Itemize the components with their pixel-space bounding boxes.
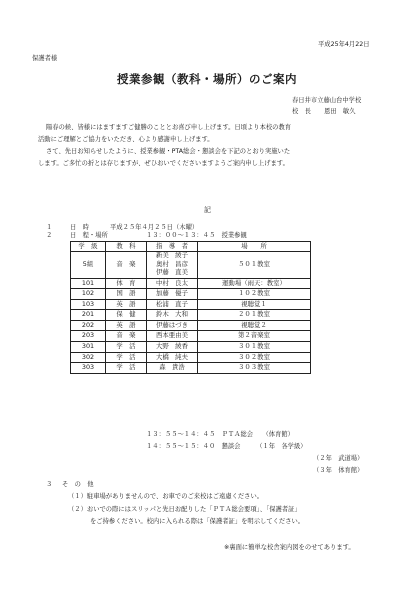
cell-class: 301 (71, 342, 106, 353)
cell-class: 303 (71, 363, 106, 374)
cell-class: 101 (71, 278, 106, 289)
table-row (71, 252, 311, 279)
cell-place: ２０１教室 (198, 310, 311, 321)
cell-subject: 英 語 (106, 320, 147, 331)
table-row (71, 289, 311, 300)
cell-place: 視聴覚２ (198, 320, 311, 331)
table-row (71, 352, 311, 363)
cell-place: ３０３教室 (198, 363, 311, 374)
table-row (71, 331, 311, 342)
kondankai-line: １４：５５～１５：４０ 懇談会 （１年 各学級） (146, 443, 307, 450)
schedule-table (70, 241, 311, 374)
header-subject: 教 科 (106, 242, 147, 252)
table-row (71, 363, 311, 374)
table-header-row (71, 242, 311, 252)
teacher-name: 奥村 昌彦 (156, 259, 188, 268)
principal-name: 恩田 敏久 (324, 108, 356, 115)
item-3-label: そ の 他 (62, 481, 94, 488)
cell-class: 102 (71, 289, 106, 300)
table-row (71, 310, 311, 321)
cell-class: 201 (71, 310, 106, 321)
cell-teacher: 大橋 純夫 (147, 352, 198, 363)
header-place: 場 所 (198, 242, 311, 252)
note-1: （１）駐車場がありませんので、お車でのご来校はご遠慮ください。 (68, 493, 264, 500)
cell-class: 302 (71, 352, 106, 363)
pta-meeting-line: １３：５５～１４：４５ ＰＴＡ総会 （体育館） (146, 431, 294, 438)
greeting-line-2: 活動にご理解とご協力をいただき、心より感謝申し上げます。 (38, 136, 214, 143)
item-1-value: 平成２５年４月２５日（木曜） (110, 224, 199, 231)
cell-subject: 学 活 (106, 352, 147, 363)
kondankai-grade-2: （２年 武道場） (313, 455, 364, 462)
kondankai-grade-3: （３年 体育館） (313, 467, 364, 474)
cell-place: 視聴覚１ (198, 299, 311, 310)
cell-subject: 体 育 (106, 278, 147, 289)
cell-class: 202 (71, 320, 106, 331)
cell-place: 第２音楽室 (198, 331, 311, 342)
cell-teacher: 森 貴浩 (147, 363, 198, 374)
table-row (71, 342, 311, 353)
cell-teacher: 伊藤はづき (147, 320, 198, 331)
issue-date: 平成25年4月22日 (318, 41, 370, 48)
school-name: 春日井市立藤山台中学校 (292, 97, 362, 104)
cell-place: 運動場（雨天：教室） (198, 278, 311, 289)
note-2-line-2: をご持参ください。校内に入られる際は「保護者証」を明示してください。 (90, 518, 305, 525)
cell-teacher: 加藤 優子 (147, 289, 198, 300)
note-2-line-1: （２）おいでの際にはスリッパと先日お配りした「ＰＴＡ総会要項」、「保護者証」 (68, 506, 301, 513)
item-1-label: 日 時 (70, 224, 89, 231)
ki-heading: 記 (204, 206, 211, 214)
item-1-number: １ (46, 224, 53, 231)
cell-subject: 国 語 (106, 289, 147, 300)
document-title: 授業参観（教科・場所）のご案内 (117, 72, 297, 86)
table-row (71, 299, 311, 310)
greeting-line-1: 陽春の候、皆様にはますますご健勝のこととお喜び申し上げます。日頃より本校の教育 (46, 124, 292, 131)
cell-subject: 保 健 (106, 310, 147, 321)
teacher-name: 新美 綾子 (156, 251, 188, 259)
header-class: 学 級 (71, 242, 106, 252)
cell-subject: 英 語 (106, 299, 147, 310)
cell-teacher: 松浦 直子 (147, 299, 198, 310)
table-row (71, 320, 311, 331)
cell-teacher: 大野 綾香 (147, 342, 198, 353)
cell-subject: 音 楽 (106, 331, 147, 342)
header-teacher: 指 導 者 (147, 242, 198, 252)
notice-line-1: さて、先日お知らせしたように、授業参観・PTA総会・懇談会を下記のとおり実施いた (46, 148, 291, 155)
cell-teachers (147, 252, 198, 279)
item-3-number: ３ (46, 481, 53, 488)
item-2-time: １３：００～１３：４５ 授業参観 (146, 232, 247, 239)
cell-teacher: 中村 良太 (147, 278, 198, 289)
cell-place: ３０１教室 (198, 342, 311, 353)
principal-label: 校 長 (292, 108, 311, 115)
item-2-label: 日 程・場所 (70, 232, 108, 239)
item-2-number: ２ (46, 232, 53, 239)
cell-subject: 学 活 (106, 342, 147, 353)
cell-subject: 音 楽 (106, 252, 147, 279)
cell-teacher: 鈴木 大和 (147, 310, 198, 321)
cell-subject: 学 活 (106, 363, 147, 374)
cell-place: ５０１教室 (198, 252, 311, 279)
cell-class: 203 (71, 331, 106, 342)
cell-class: 103 (71, 299, 106, 310)
cell-teacher: 西本亜由美 (147, 331, 198, 342)
recipient: 保護者様 (32, 55, 58, 62)
notice-line-2: します。ご多忙の折とは存じますが、ぜひおいでくださいますようご案内申し上げます。 (38, 160, 289, 167)
teacher-name: 伊藤 直美 (156, 268, 188, 276)
footer-note: ※裏面に簡単な校舎案内図をのせてあります。 (224, 544, 355, 551)
cell-class: 5組 (71, 252, 106, 279)
table-row (71, 278, 311, 289)
cell-place: １０２教室 (198, 289, 311, 300)
cell-place: ３０２教室 (198, 352, 311, 363)
